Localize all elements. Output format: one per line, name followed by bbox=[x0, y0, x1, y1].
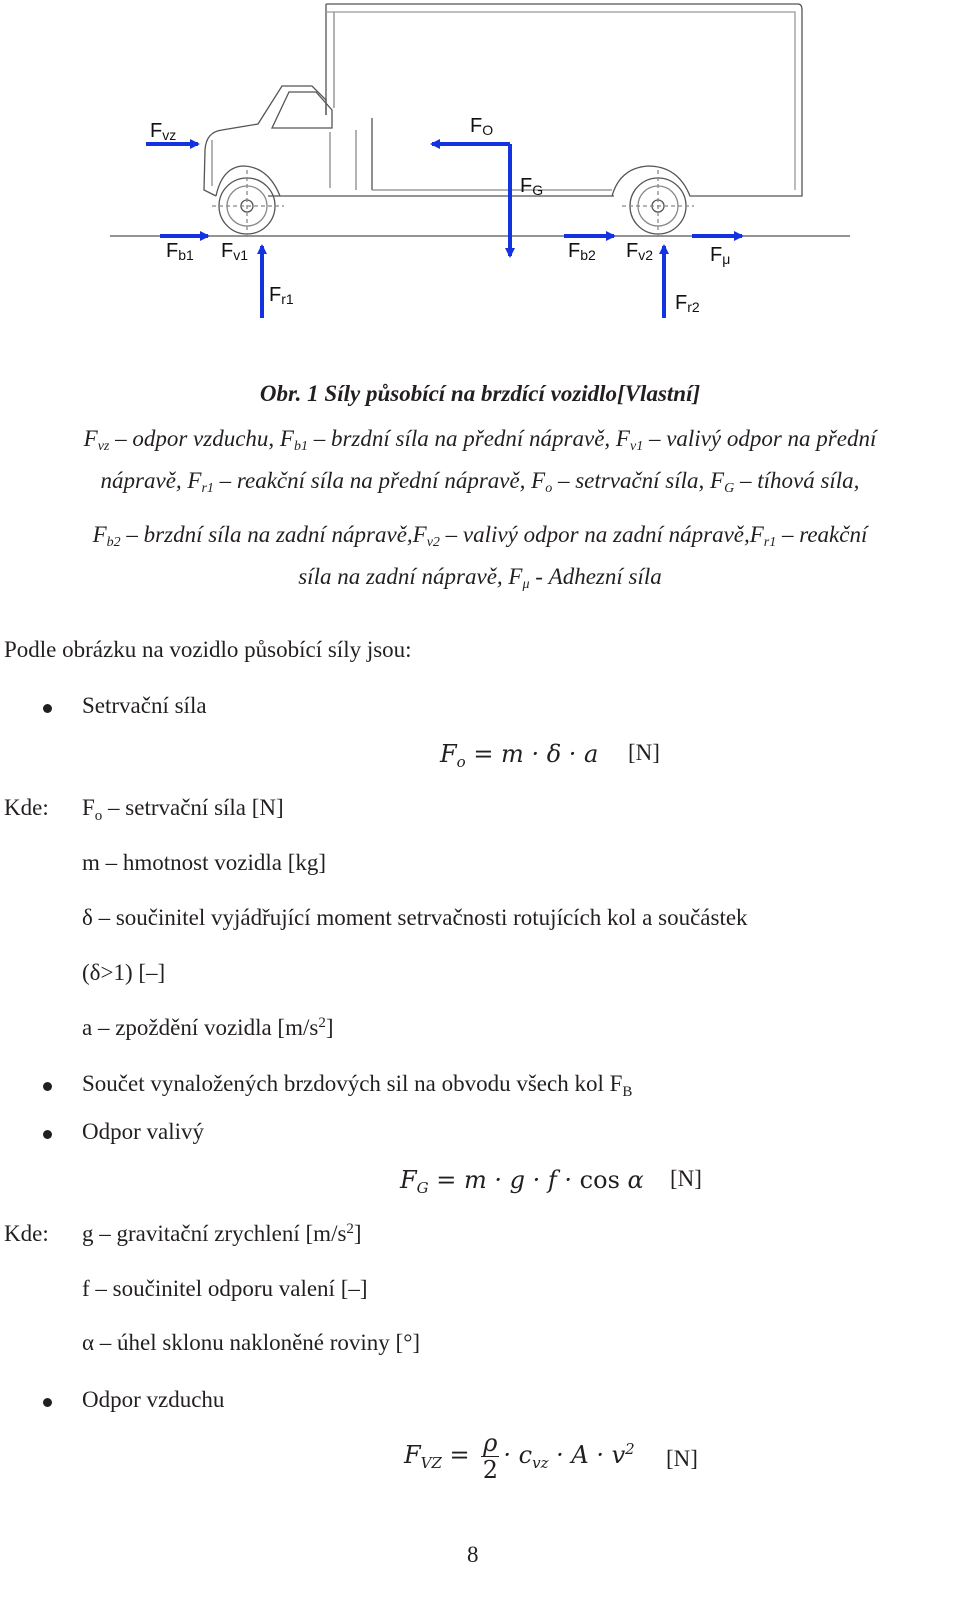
bullet-dot bbox=[43, 1082, 52, 1091]
page-number: 8 bbox=[467, 1542, 479, 1567]
label-fvz: $F_{vz}$ bbox=[150, 120, 177, 143]
bullet-air-resistance: Odpor vzduchu bbox=[82, 1387, 225, 1412]
definition-slope-angle: α – úhel sklonu nakloněné roviny [°] bbox=[82, 1330, 421, 1355]
fraction-rho-over-2: $\frac{\rho}{2}$ bbox=[482, 1429, 498, 1484]
figure-caption-title: Obr. 1 Síly působící na brzdící vozidlo[Vlastní] bbox=[259, 381, 701, 406]
equation-2-unit: [N] bbox=[670, 1166, 702, 1191]
definition-gravity: g – gravitační zrychlení $[m/s^2]$ bbox=[82, 1221, 362, 1246]
definition-delta-range: (δ>1) [–] bbox=[82, 960, 166, 985]
equation-rolling-resistance: $F_G = m \cdot g \cdot f \cdot \cos \alpha$ bbox=[400, 1166, 644, 1197]
caption-line-4: síla na zadní nápravě, $F_\mu$ - Adhezní síla bbox=[298, 564, 662, 592]
definition-deceleration: a – zpoždění vozidla $[m/s^2]$ bbox=[82, 1015, 334, 1040]
label-fo: $F_O$ bbox=[470, 115, 494, 138]
bullet-brake-forces: Součet vynaložených brzdových sil na obvodu všech kol $F_B$ bbox=[82, 1071, 633, 1100]
bullet-inertial-force: Setrvační síla bbox=[82, 693, 207, 718]
definition-mass: m – hmotnost vozidla [kg] bbox=[82, 850, 327, 875]
equation-inertial-force: $F_o = m \cdot \delta \cdot a$ bbox=[440, 740, 599, 771]
caption-line-2: nápravě, $F_{r1}$ – reakční síla na přední nápravě, $F_o$ – setrvační síla, $F_G$ – tíhová síla, bbox=[100, 468, 860, 496]
definition-rolling-coefficient: f – součinitel odporu valení [–] bbox=[82, 1276, 368, 1301]
caption-line-3: $F_{b2}$ – brzdní síla na zadní $nápravě,F_{v2}$ – valivý odpor na zadní $nápravě,F_{r1}$ – reakční bbox=[92, 522, 868, 550]
definition-fo: $F_o$ – setrvační síla [N] bbox=[82, 795, 284, 824]
label-fb1: $F_{b1}$ bbox=[166, 240, 194, 263]
equation-3-unit: [N] bbox=[666, 1446, 698, 1471]
equation-air-resistance: $F_{VZ}$ = $\frac{\rho}{2}$ · $c_{vz} \cdot A \cdot v^2$ bbox=[404, 1429, 635, 1484]
label-fg: $F_G$ bbox=[520, 175, 544, 198]
truck-force-svg bbox=[0, 0, 960, 360]
where-label: Kde: bbox=[4, 795, 49, 820]
equation-1-unit: [N] bbox=[628, 740, 660, 765]
intro-paragraph: Podle obrázku na vozidlo působící síly jsou: bbox=[4, 637, 412, 662]
force-diagram bbox=[0, 0, 960, 360]
label-fb2: $F_{b2}$ bbox=[568, 240, 596, 263]
caption-line-1: $F_{vz}$ – odpor vzduchu, $F_{b1}$ – brzdní síla na přední nápravě, $F_{v1}$ – valivý odpor na přední bbox=[83, 426, 877, 454]
label-fr2: $F_{r2}$ bbox=[675, 292, 700, 315]
bullet-dot bbox=[43, 1130, 52, 1139]
bullet-dot bbox=[43, 1398, 52, 1407]
bullet-dot bbox=[43, 704, 52, 713]
label-fmu: $F_\mu$ bbox=[710, 244, 731, 267]
where-label: Kde: bbox=[4, 1221, 49, 1246]
label-fv1: $F_{v1}$ bbox=[221, 240, 249, 263]
definition-delta: δ – součinitel vyjádřující moment setrvačnosti rotujících kol a součástek bbox=[82, 905, 748, 930]
label-fr1: $F_{r1}$ bbox=[269, 284, 294, 307]
bullet-rolling-resistance: Odpor valivý bbox=[82, 1119, 205, 1144]
label-fv2: $F_{v2}$ bbox=[626, 240, 654, 263]
figure-caption-legend bbox=[12, 422, 948, 602]
